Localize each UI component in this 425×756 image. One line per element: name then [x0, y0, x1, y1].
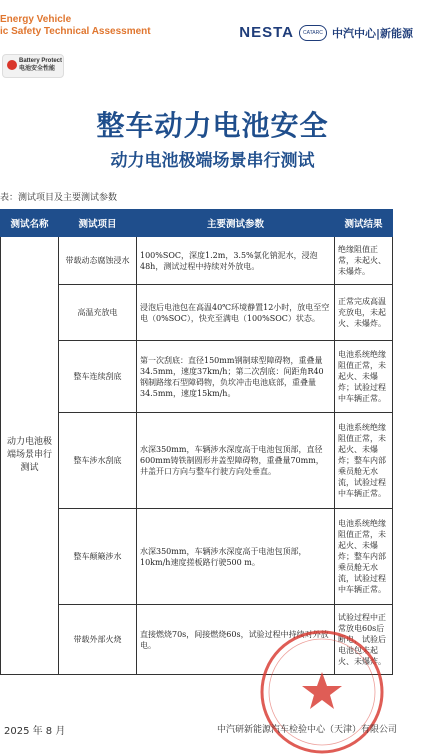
- table-caption: 表：测试项目及主要测试参数: [0, 193, 118, 203]
- item-cell: 整车涉水刮底: [59, 413, 137, 509]
- table-row: [1, 413, 393, 509]
- table-row: [1, 341, 393, 413]
- header-left: [0, 14, 150, 38]
- params-cell: 第一次刮底：直径150mm钢制球型障碍物，重叠量34.5mm，速度37km/h；第二次刮底：间距角R40钢制路缘石型障碍物，负坎冲击电池底部，重叠量34.5mm，速度15km/h。: [137, 341, 335, 413]
- table-row: [1, 237, 393, 285]
- page-title: 整车动力电池安全: [96, 109, 329, 142]
- catarc-ne-logo-text: 中汽中心|新能源: [331, 26, 413, 40]
- header-params: 主要测试参数: [137, 210, 335, 237]
- result-cell: 电池系统绝缘阻值正常，未起火、未爆炸；整车内部乘员舱无水流，试验过程中车辆正常。: [335, 509, 393, 605]
- badge-line-1: Battery Protect: [19, 58, 63, 64]
- result-cell: 电池系统绝缘阻值正常，未起火、未爆炸；试验过程中车辆正常。: [335, 341, 393, 413]
- seal-star-icon: [302, 672, 342, 709]
- result-cell: 绝缘阻值正常，未起火、未爆炸。: [335, 237, 393, 285]
- footer-org: 中汽研新能源汽车检验中心（天津）有限公司: [216, 725, 397, 735]
- item-cell: 高温充放电: [59, 285, 137, 341]
- params-cell: 水深350mm，车辆涉水深度高于电池包顶部，10km/h速度搓板路行驶500 m。: [137, 509, 335, 605]
- test-table: [0, 209, 393, 675]
- ev-line-1: Energy Vehicle: [0, 14, 72, 25]
- result-cell: 电池系统绝缘阻值正常，未起火、未爆炸；整车内部乘员舱无水流，试验过程中车辆正常。: [335, 413, 393, 509]
- table-row: [1, 509, 393, 605]
- item-cell: 整车连续刮底: [59, 341, 137, 413]
- table-row: [1, 605, 393, 675]
- item-cell: 带载动态腐蚀浸水: [59, 237, 137, 285]
- test-name-cell: 动力电池极端场景串行测试: [1, 237, 59, 675]
- item-cell: 整车颠簸涉水: [59, 509, 137, 605]
- params-cell: 浸泡后电池包在高温40℃环境静置12小时，放电至空电（0%SOC），快充至满电（100%SOC）状态。: [137, 285, 335, 341]
- header-result: 测试结果: [335, 210, 393, 237]
- result-cell: 试验过程中正常放电60s后断电，试验后电池包未起火、未爆炸。: [335, 605, 393, 675]
- item-cell: 带载外部火烧: [59, 605, 137, 675]
- params-cell: 100%SOC，深度1.2m，3.5%氯化钠泥水，浸泡48h，测试过程中持续对外放电。: [137, 237, 335, 285]
- header-test-item: 测试项目: [59, 210, 137, 237]
- catarc-logo: CATARC: [299, 25, 327, 41]
- table-row: [1, 285, 393, 341]
- header-test-name: 测试名称: [1, 210, 59, 237]
- battery-protect-badge: [2, 54, 64, 78]
- nesta-logo: NESTA: [239, 24, 294, 41]
- ev-line-2: ic Safety Technical Assessment: [0, 26, 151, 37]
- table-header-row: [1, 210, 393, 237]
- footer-date: 2025 年 8 月: [4, 726, 66, 737]
- result-cell: 正常完成高温充放电，未起火、未爆炸。: [335, 285, 393, 341]
- params-cell: 水深350mm，车辆涉水深度高于电池包顶部，直径600mm铸铁制圆形井盖型障碍物，重叠量70mm，井盖开口方向与整车行驶方向处垂直。: [137, 413, 335, 509]
- brand-logos: [239, 24, 413, 41]
- params-cell: 直接燃烧70s，间接燃烧60s，试验过程中持续对外放电。: [137, 605, 335, 675]
- battery-shield-icon: [7, 60, 17, 70]
- page-subtitle: 动力电池极端场景串行测试: [110, 151, 315, 171]
- badge-line-2: 电池安全性能: [19, 66, 56, 72]
